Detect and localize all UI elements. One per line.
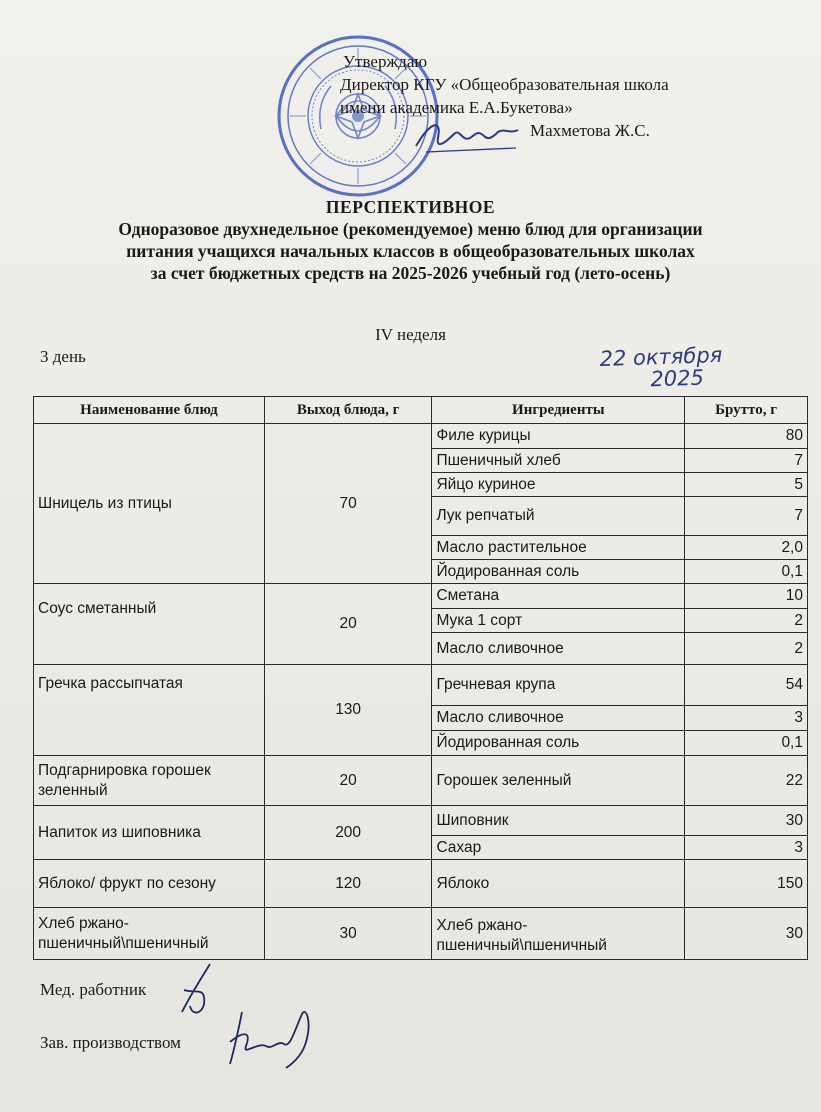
ingredient-cell: Сахар — [432, 836, 685, 860]
table-row — [34, 665, 808, 706]
dish-cell: Напиток из шиповника — [34, 806, 265, 860]
gross-cell: 54 — [685, 665, 808, 706]
table-header-row — [34, 397, 808, 424]
dish-cell: Яблоко/ фрукт по сезону — [34, 860, 265, 908]
ingredient-cell: Масло растительное — [432, 536, 685, 560]
ingredient-cell: Шиповник — [432, 806, 685, 836]
gross-cell: 22 — [685, 756, 808, 806]
gross-cell: 30 — [685, 908, 808, 960]
handwritten-date-line2: 2025 — [649, 365, 705, 392]
header-yield: Выход блюда, г — [264, 397, 432, 424]
yield-cell: 70 — [264, 424, 432, 584]
title-line4: за счет бюджетных средств на 2025-2026 учебный год (лето-осень) — [150, 263, 671, 283]
ingredient-cell: Яблоко — [432, 860, 685, 908]
yield-cell: 130 — [264, 665, 432, 756]
gross-cell: 30 — [685, 806, 808, 836]
dish-cell: Подгарнировка горошек зеленный — [34, 756, 265, 806]
document-title — [0, 196, 821, 284]
ingredient-cell: Лук репчатый — [432, 497, 685, 536]
gross-cell: 10 — [685, 584, 808, 609]
table-row — [34, 584, 808, 609]
ingredient-cell: Сметана — [432, 584, 685, 609]
gross-cell: 2 — [685, 633, 808, 665]
header-dish: Наименование блюд — [34, 397, 265, 424]
ingredient-cell: Масло сливочное — [432, 633, 685, 665]
dish-cell: Шницель из птицы — [34, 424, 265, 584]
dish-cell: Соус сметанный — [34, 584, 265, 665]
director-signature-icon — [412, 112, 522, 160]
table-row — [34, 908, 808, 960]
gross-cell: 150 — [685, 860, 808, 908]
ingredient-cell: Йодированная соль — [432, 560, 685, 584]
table-row — [34, 806, 808, 836]
table-row — [34, 424, 808, 449]
day-label: 3 день — [40, 347, 86, 366]
gross-cell: 3 — [685, 706, 808, 731]
ingredient-cell: Гречневая крупа — [432, 665, 685, 706]
header-ingredients: Ингредиенты — [432, 397, 685, 424]
dish-cell: Гречка рассыпчатая — [34, 665, 265, 756]
ingredient-cell: Мука 1 сорт — [432, 609, 685, 633]
gross-cell: 0,1 — [685, 560, 808, 584]
gross-cell: 2 — [685, 609, 808, 633]
gross-cell: 0,1 — [685, 731, 808, 756]
week-label: IV неделя — [375, 325, 446, 344]
gross-cell: 2,0 — [685, 536, 808, 560]
approval-line2: Директор КГУ «Общеобразовательная школа — [340, 75, 669, 94]
handwritten-date — [599, 344, 723, 392]
title-line1: ПЕРСПЕКТИВНОЕ — [325, 197, 496, 217]
yield-cell: 20 — [264, 756, 432, 806]
approval-line1: Утверждаю — [343, 52, 428, 71]
approval-block — [340, 50, 810, 142]
ingredient-cell: Йодированная соль — [432, 731, 685, 756]
title-line2: Одноразовое двухнедельное (рекомендуемое) меню блюд для организации — [118, 219, 703, 239]
gross-cell: 5 — [685, 473, 808, 497]
gross-cell: 80 — [685, 424, 808, 449]
yield-cell: 30 — [264, 908, 432, 960]
title-line3: питания учащихся начальных классов в общеобразовательных школах — [126, 241, 695, 261]
approval-line3: имени академика Е.А.Букетова» — [340, 98, 573, 117]
med-worker-label: Мед. работник — [40, 980, 147, 999]
gross-cell: 7 — [685, 449, 808, 473]
ingredient-cell: Масло сливочное — [432, 706, 685, 731]
ingredient-cell: Яйцо куриное — [432, 473, 685, 497]
approval-director-name: Махметова Ж.С. — [530, 121, 650, 140]
ingredient-cell: Горошек зеленный — [432, 756, 685, 806]
ingredient-cell: Филе курицы — [432, 424, 685, 449]
dish-cell: Хлеб ржано-пшеничный\пшеничный — [34, 908, 265, 960]
gross-cell: 7 — [685, 497, 808, 536]
handwritten-date-line1: 22 октября — [599, 342, 723, 372]
yield-cell: 120 — [264, 860, 432, 908]
header-gross: Брутто, г — [685, 397, 808, 424]
production-head-signature-icon — [222, 1002, 322, 1072]
yield-cell: 20 — [264, 584, 432, 665]
gross-cell: 3 — [685, 836, 808, 860]
production-head-label: Зав. производством — [40, 1033, 181, 1052]
table-row — [34, 860, 808, 908]
ingredient-cell: Пшеничный хлеб — [432, 449, 685, 473]
table-row — [34, 756, 808, 806]
menu-table — [33, 396, 808, 960]
ingredient-cell: Хлеб ржано-пшеничный\пшеничный — [432, 908, 685, 960]
yield-cell: 200 — [264, 806, 432, 860]
